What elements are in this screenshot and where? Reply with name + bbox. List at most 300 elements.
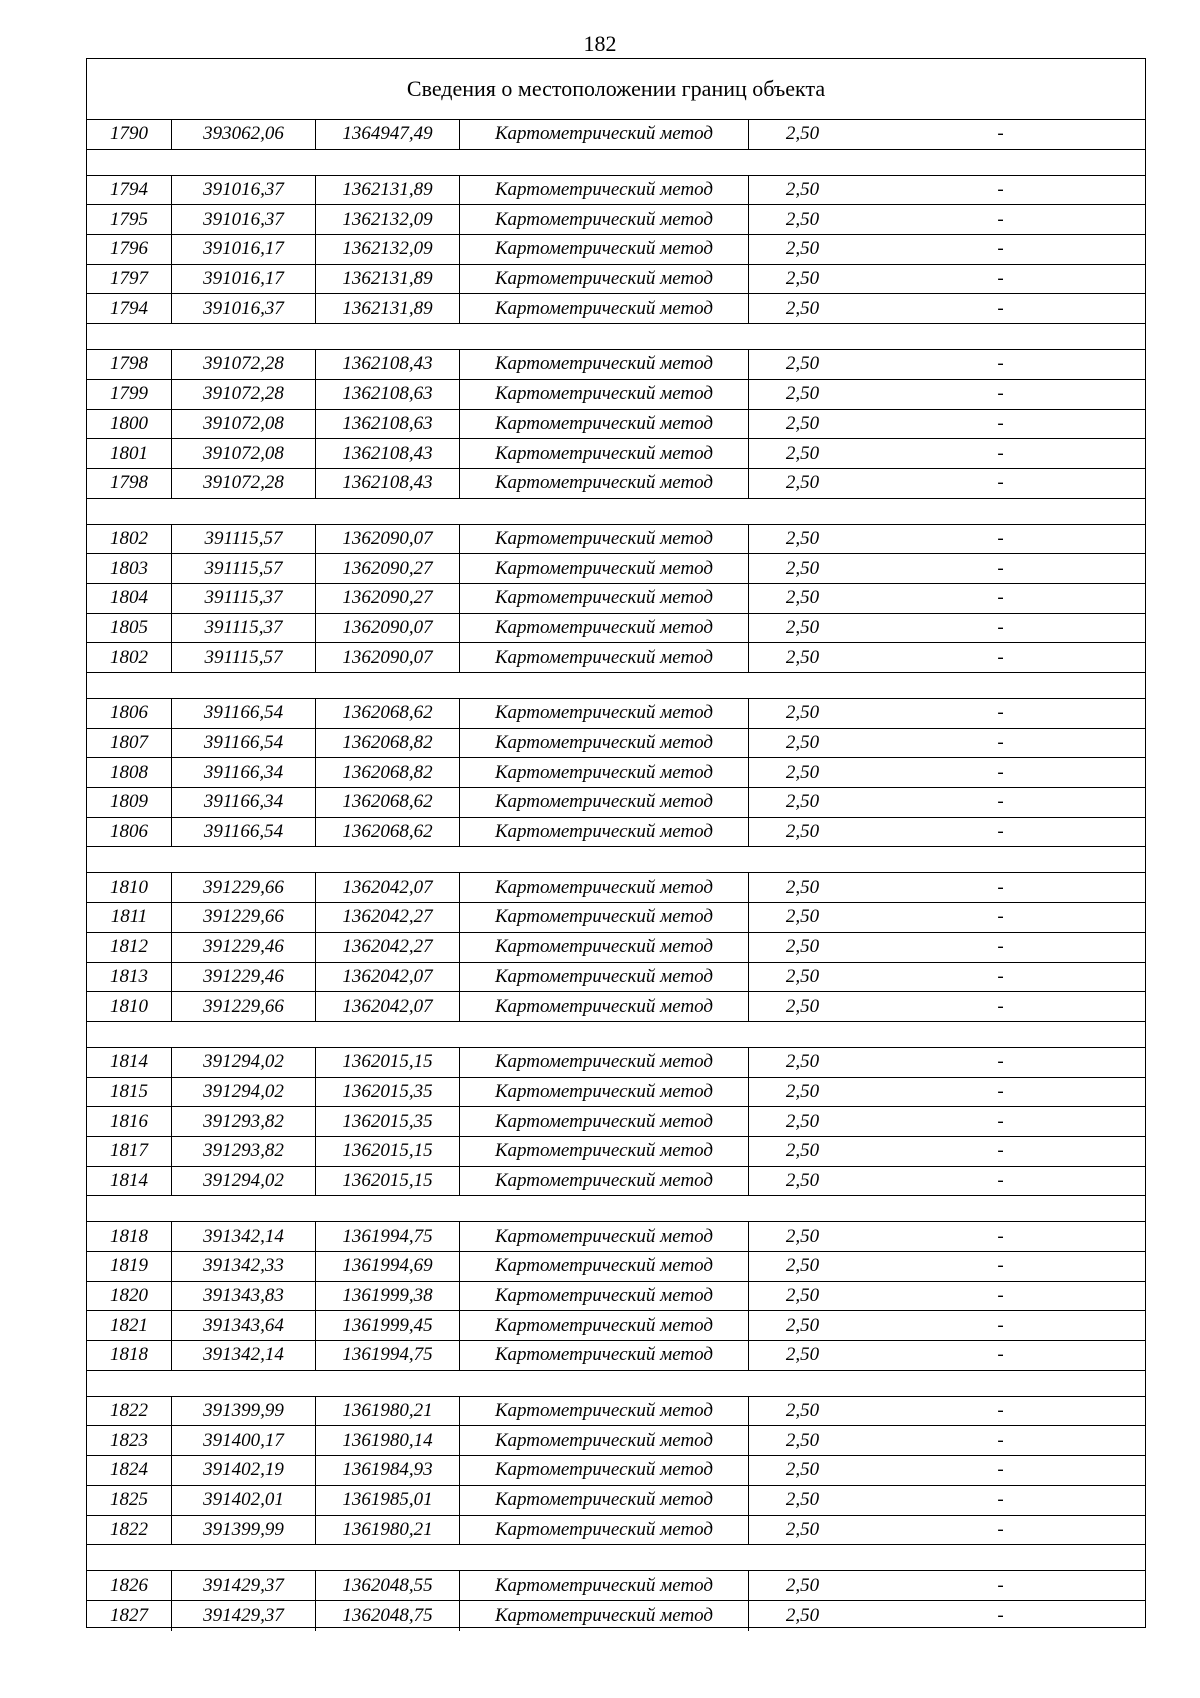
point-number-cell: 1807 [87, 729, 172, 758]
x-coordinate-cell: 391399,99 [172, 1516, 316, 1545]
precision-cell: 2,50 [785, 1400, 820, 1422]
method-cell: Картометрический метод [460, 265, 749, 294]
table-row [87, 350, 1145, 380]
y-coordinate-cell: 1362015,35 [316, 1078, 460, 1107]
method-cell: Картометрический метод [460, 120, 749, 149]
table-row [87, 120, 1145, 150]
note-cell: - [997, 1255, 1004, 1277]
precision-cell: 2,50 [785, 208, 820, 230]
y-coordinate-cell: 1362108,43 [316, 350, 460, 379]
precision-cell: 2,50 [785, 876, 820, 898]
table-row [87, 614, 1145, 644]
precision-cell: 2,50 [785, 123, 820, 145]
y-coordinate-cell: 1361985,01 [316, 1486, 460, 1515]
precision-cell: 2,50 [785, 906, 820, 928]
method-cell: Картометрический метод [460, 235, 749, 264]
note-cell: - [997, 208, 1004, 230]
point-number-cell: 1809 [87, 788, 172, 817]
table-row [87, 873, 1145, 903]
group-separator-row [87, 847, 1145, 873]
note-cell: - [997, 646, 1004, 668]
y-coordinate-cell: 1362131,89 [316, 176, 460, 205]
point-number-cell: 1818 [87, 1222, 172, 1251]
y-coordinate-cell: 1361999,45 [316, 1311, 460, 1340]
method-cell: Картометрический метод [460, 1078, 749, 1107]
group-separator-row [87, 1196, 1145, 1222]
x-coordinate-cell: 391343,64 [172, 1311, 316, 1340]
point-number-cell: 1812 [87, 933, 172, 962]
precision-cell: 2,50 [785, 1140, 820, 1162]
y-coordinate-cell: 1361980,21 [316, 1516, 460, 1545]
y-coordinate-cell: 1362042,27 [316, 903, 460, 932]
precision-cell: 2,50 [785, 1110, 820, 1132]
precision-cell: 2,50 [785, 791, 820, 813]
x-coordinate-cell: 391402,19 [172, 1456, 316, 1485]
y-coordinate-cell: 1362068,82 [316, 729, 460, 758]
point-number-cell: 1822 [87, 1397, 172, 1426]
note-cell: - [997, 965, 1004, 987]
table-row [87, 758, 1145, 788]
x-coordinate-cell: 391229,46 [172, 933, 316, 962]
y-coordinate-cell: 1362132,09 [316, 205, 460, 234]
point-number-cell: 1802 [87, 643, 172, 672]
method-cell: Картометрический метод [460, 1516, 749, 1545]
table-row [87, 1167, 1145, 1197]
precision-cell: 2,50 [785, 557, 820, 579]
point-number-cell: 1820 [87, 1282, 172, 1311]
note-cell: - [997, 1140, 1004, 1162]
table-row [87, 1048, 1145, 1078]
table-row [87, 992, 1145, 1022]
x-coordinate-cell: 391072,28 [172, 350, 316, 379]
table-row [87, 584, 1145, 614]
method-cell: Картометрический метод [460, 176, 749, 205]
point-number-cell: 1806 [87, 818, 172, 847]
precision-cell: 2,50 [785, 995, 820, 1017]
x-coordinate-cell: 391294,02 [172, 1048, 316, 1077]
x-coordinate-cell: 391072,28 [172, 469, 316, 498]
x-coordinate-cell: 391294,02 [172, 1167, 316, 1196]
y-coordinate-cell: 1362015,35 [316, 1107, 460, 1136]
y-coordinate-cell: 1362015,15 [316, 1048, 460, 1077]
x-coordinate-cell: 391342,14 [172, 1222, 316, 1251]
note-cell: - [997, 412, 1004, 434]
method-cell: Картометрический метод [460, 729, 749, 758]
method-cell: Картометрический метод [460, 992, 749, 1021]
group-separator-row [87, 1371, 1145, 1397]
precision-cell: 2,50 [785, 412, 820, 434]
table-row [87, 963, 1145, 993]
table-row [87, 903, 1145, 933]
note-cell: - [997, 1400, 1004, 1422]
y-coordinate-cell: 1362068,62 [316, 788, 460, 817]
point-number-cell: 1802 [87, 525, 172, 554]
y-coordinate-cell: 1362090,27 [316, 554, 460, 583]
method-cell: Картометрический метод [460, 1601, 749, 1631]
x-coordinate-cell: 391342,33 [172, 1252, 316, 1281]
x-coordinate-cell: 391115,57 [172, 554, 316, 583]
note-cell: - [997, 1574, 1004, 1596]
note-cell: - [997, 732, 1004, 754]
point-number-cell: 1797 [87, 265, 172, 294]
y-coordinate-cell: 1361994,75 [316, 1341, 460, 1370]
table-row [87, 643, 1145, 673]
point-number-cell: 1801 [87, 439, 172, 468]
table-row [87, 1341, 1145, 1371]
precision-cell: 2,50 [785, 268, 820, 290]
precision-cell: 2,50 [785, 587, 820, 609]
point-number-cell: 1798 [87, 469, 172, 498]
table-row [87, 294, 1145, 324]
note-cell: - [997, 616, 1004, 638]
table-row [87, 439, 1145, 469]
y-coordinate-cell: 1362042,27 [316, 933, 460, 962]
y-coordinate-cell: 1361980,21 [316, 1397, 460, 1426]
x-coordinate-cell: 391229,66 [172, 903, 316, 932]
table-row [87, 1601, 1145, 1631]
point-number-cell: 1803 [87, 554, 172, 583]
y-coordinate-cell: 1362108,63 [316, 380, 460, 409]
note-cell: - [997, 557, 1004, 579]
point-number-cell: 1811 [87, 903, 172, 932]
precision-cell: 2,50 [785, 646, 820, 668]
point-number-cell: 1822 [87, 1516, 172, 1545]
table-row [87, 1311, 1145, 1341]
x-coordinate-cell: 391166,54 [172, 818, 316, 847]
precision-cell: 2,50 [785, 238, 820, 260]
y-coordinate-cell: 1362068,62 [316, 699, 460, 728]
x-coordinate-cell: 391072,28 [172, 380, 316, 409]
note-cell: - [997, 1489, 1004, 1511]
precision-cell: 2,50 [785, 1169, 820, 1191]
y-coordinate-cell: 1362042,07 [316, 963, 460, 992]
table-row [87, 525, 1145, 555]
note-cell: - [997, 876, 1004, 898]
precision-cell: 2,50 [785, 702, 820, 724]
x-coordinate-cell: 391166,34 [172, 788, 316, 817]
table-row [87, 176, 1145, 206]
table-row [87, 554, 1145, 584]
x-coordinate-cell: 391429,37 [172, 1601, 316, 1631]
table-row [87, 933, 1145, 963]
point-number-cell: 1798 [87, 350, 172, 379]
note-cell: - [997, 268, 1004, 290]
method-cell: Картометрический метод [460, 873, 749, 902]
precision-cell: 2,50 [785, 442, 820, 464]
x-coordinate-cell: 391400,17 [172, 1426, 316, 1455]
method-cell: Картометрический метод [460, 1397, 749, 1426]
precision-cell: 2,50 [785, 1489, 820, 1511]
y-coordinate-cell: 1362108,43 [316, 439, 460, 468]
group-separator-row [87, 499, 1145, 525]
note-cell: - [997, 1314, 1004, 1336]
note-cell: - [997, 791, 1004, 813]
point-number-cell: 1800 [87, 410, 172, 439]
method-cell: Картометрический метод [460, 1252, 749, 1281]
method-cell: Картометрический метод [460, 933, 749, 962]
y-coordinate-cell: 1362090,07 [316, 525, 460, 554]
note-cell: - [997, 1429, 1004, 1451]
table-row [87, 1456, 1145, 1486]
table-row [87, 1137, 1145, 1167]
table-row [87, 1571, 1145, 1601]
note-cell: - [997, 472, 1004, 494]
table-row [87, 265, 1145, 295]
point-number-cell: 1816 [87, 1107, 172, 1136]
note-cell: - [997, 527, 1004, 549]
x-coordinate-cell: 391294,02 [172, 1078, 316, 1107]
note-cell: - [997, 383, 1004, 405]
table-row [87, 699, 1145, 729]
x-coordinate-cell: 391293,82 [172, 1137, 316, 1166]
point-number-cell: 1814 [87, 1167, 172, 1196]
x-coordinate-cell: 391229,66 [172, 873, 316, 902]
note-cell: - [997, 1604, 1004, 1626]
method-cell: Картометрический метод [460, 1456, 749, 1485]
x-coordinate-cell: 391166,34 [172, 758, 316, 787]
x-coordinate-cell: 391166,54 [172, 699, 316, 728]
table-row [87, 235, 1145, 265]
method-cell: Картометрический метод [460, 903, 749, 932]
y-coordinate-cell: 1361984,93 [316, 1456, 460, 1485]
note-cell: - [997, 442, 1004, 464]
y-coordinate-cell: 1362090,27 [316, 584, 460, 613]
note-cell: - [997, 1169, 1004, 1191]
point-number-cell: 1813 [87, 963, 172, 992]
method-cell: Картометрический метод [460, 758, 749, 787]
table-row [87, 1222, 1145, 1252]
note-cell: - [997, 761, 1004, 783]
precision-cell: 2,50 [785, 472, 820, 494]
table-row [87, 1486, 1145, 1516]
point-number-cell: 1804 [87, 584, 172, 613]
method-cell: Картометрический метод [460, 1222, 749, 1251]
y-coordinate-cell: 1362108,43 [316, 469, 460, 498]
precision-cell: 2,50 [785, 1604, 820, 1626]
note-cell: - [997, 353, 1004, 375]
page-number: 182 [583, 31, 617, 56]
method-cell: Картометрический метод [460, 614, 749, 643]
method-cell: Картометрический метод [460, 818, 749, 847]
table-row [87, 729, 1145, 759]
x-coordinate-cell: 391072,08 [172, 410, 316, 439]
point-number-cell: 1808 [87, 758, 172, 787]
point-number-cell: 1794 [87, 294, 172, 323]
table-row [87, 1078, 1145, 1108]
x-coordinate-cell: 393062,06 [172, 120, 316, 149]
point-number-cell: 1795 [87, 205, 172, 234]
note-cell: - [997, 702, 1004, 724]
y-coordinate-cell: 1361994,75 [316, 1222, 460, 1251]
point-number-cell: 1814 [87, 1048, 172, 1077]
y-coordinate-cell: 1364947,49 [316, 120, 460, 149]
point-number-cell: 1805 [87, 614, 172, 643]
x-coordinate-cell: 391166,54 [172, 729, 316, 758]
note-cell: - [997, 906, 1004, 928]
y-coordinate-cell: 1362068,62 [316, 818, 460, 847]
method-cell: Картометрический метод [460, 469, 749, 498]
point-number-cell: 1796 [87, 235, 172, 264]
point-number-cell: 1810 [87, 873, 172, 902]
precision-cell: 2,50 [785, 179, 820, 201]
point-number-cell: 1823 [87, 1426, 172, 1455]
note-cell: - [997, 179, 1004, 201]
y-coordinate-cell: 1362090,07 [316, 614, 460, 643]
point-number-cell: 1825 [87, 1486, 172, 1515]
x-coordinate-cell: 391343,83 [172, 1282, 316, 1311]
precision-cell: 2,50 [785, 1518, 820, 1540]
method-cell: Картометрический метод [460, 439, 749, 468]
precision-cell: 2,50 [785, 965, 820, 987]
note-cell: - [997, 936, 1004, 958]
method-cell: Картометрический метод [460, 1571, 749, 1600]
table-row [87, 1107, 1145, 1137]
method-cell: Картометрический метод [460, 294, 749, 323]
point-number-cell: 1818 [87, 1341, 172, 1370]
precision-cell: 2,50 [785, 1080, 820, 1102]
boundary-table [86, 58, 1146, 1628]
x-coordinate-cell: 391115,57 [172, 643, 316, 672]
point-number-cell: 1827 [87, 1601, 172, 1631]
precision-cell: 2,50 [785, 616, 820, 638]
y-coordinate-cell: 1362048,55 [316, 1571, 460, 1600]
method-cell: Картометрический метод [460, 350, 749, 379]
precision-cell: 2,50 [785, 1574, 820, 1596]
precision-cell: 2,50 [785, 1285, 820, 1307]
point-number-cell: 1815 [87, 1078, 172, 1107]
y-coordinate-cell: 1362068,82 [316, 758, 460, 787]
precision-cell: 2,50 [785, 761, 820, 783]
x-coordinate-cell: 391016,17 [172, 235, 316, 264]
x-coordinate-cell: 391399,99 [172, 1397, 316, 1426]
precision-cell: 2,50 [785, 383, 820, 405]
precision-cell: 2,50 [785, 353, 820, 375]
point-number-cell: 1794 [87, 176, 172, 205]
note-cell: - [997, 1459, 1004, 1481]
table-row [87, 788, 1145, 818]
y-coordinate-cell: 1361980,14 [316, 1426, 460, 1455]
point-number-cell: 1806 [87, 699, 172, 728]
table-row [87, 1426, 1145, 1456]
y-coordinate-cell: 1362015,15 [316, 1167, 460, 1196]
point-number-cell: 1799 [87, 380, 172, 409]
x-coordinate-cell: 391115,37 [172, 584, 316, 613]
group-separator-row [87, 324, 1145, 350]
table-row [87, 1252, 1145, 1282]
note-cell: - [997, 995, 1004, 1017]
table-row [87, 818, 1145, 848]
x-coordinate-cell: 391115,37 [172, 614, 316, 643]
y-coordinate-cell: 1362042,07 [316, 992, 460, 1021]
precision-cell: 2,50 [785, 1344, 820, 1366]
method-cell: Картометрический метод [460, 584, 749, 613]
x-coordinate-cell: 391115,57 [172, 525, 316, 554]
method-cell: Картометрический метод [460, 643, 749, 672]
precision-cell: 2,50 [785, 821, 820, 843]
point-number-cell: 1819 [87, 1252, 172, 1281]
y-coordinate-cell: 1361999,38 [316, 1282, 460, 1311]
precision-cell: 2,50 [785, 1459, 820, 1481]
method-cell: Картометрический метод [460, 410, 749, 439]
point-number-cell: 1824 [87, 1456, 172, 1485]
table-row [87, 469, 1145, 499]
table-body [87, 120, 1145, 1631]
point-number-cell: 1790 [87, 120, 172, 149]
precision-cell: 2,50 [785, 1429, 820, 1451]
method-cell: Картометрический метод [460, 1341, 749, 1370]
precision-cell: 2,50 [785, 1255, 820, 1277]
method-cell: Картометрический метод [460, 788, 749, 817]
note-cell: - [997, 1225, 1004, 1247]
precision-cell: 2,50 [785, 1225, 820, 1247]
precision-cell: 2,50 [785, 297, 820, 319]
group-separator-row [87, 1545, 1145, 1571]
table-title: Сведения о местоположении границ объекта [87, 59, 1145, 120]
x-coordinate-cell: 391016,37 [172, 294, 316, 323]
method-cell: Картометрический метод [460, 963, 749, 992]
note-cell: - [997, 1285, 1004, 1307]
method-cell: Картометрический метод [460, 1137, 749, 1166]
method-cell: Картометрический метод [460, 1486, 749, 1515]
x-coordinate-cell: 391229,46 [172, 963, 316, 992]
x-coordinate-cell: 391429,37 [172, 1571, 316, 1600]
note-cell: - [997, 1051, 1004, 1073]
table-row [87, 1282, 1145, 1312]
table-row [87, 205, 1145, 235]
group-separator-row [87, 1022, 1145, 1048]
method-cell: Картометрический метод [460, 1311, 749, 1340]
y-coordinate-cell: 1362042,07 [316, 873, 460, 902]
note-cell: - [997, 297, 1004, 319]
y-coordinate-cell: 1362108,63 [316, 410, 460, 439]
method-cell: Картометрический метод [460, 205, 749, 234]
method-cell: Картометрический метод [460, 1282, 749, 1311]
method-cell: Картометрический метод [460, 699, 749, 728]
note-cell: - [997, 1080, 1004, 1102]
note-cell: - [997, 1110, 1004, 1132]
method-cell: Картометрический метод [460, 525, 749, 554]
table-row [87, 1516, 1145, 1546]
method-cell: Картометрический метод [460, 1107, 749, 1136]
method-cell: Картометрический метод [460, 1426, 749, 1455]
y-coordinate-cell: 1362048,75 [316, 1601, 460, 1631]
table-row [87, 380, 1145, 410]
point-number-cell: 1817 [87, 1137, 172, 1166]
precision-cell: 2,50 [785, 1314, 820, 1336]
x-coordinate-cell: 391016,17 [172, 265, 316, 294]
x-coordinate-cell: 391072,08 [172, 439, 316, 468]
point-number-cell: 1821 [87, 1311, 172, 1340]
note-cell: - [997, 123, 1004, 145]
x-coordinate-cell: 391229,66 [172, 992, 316, 1021]
point-number-cell: 1826 [87, 1571, 172, 1600]
method-cell: Картометрический метод [460, 554, 749, 583]
y-coordinate-cell: 1362090,07 [316, 643, 460, 672]
table-row [87, 410, 1145, 440]
precision-cell: 2,50 [785, 732, 820, 754]
y-coordinate-cell: 1362132,09 [316, 235, 460, 264]
precision-cell: 2,50 [785, 527, 820, 549]
note-cell: - [997, 1518, 1004, 1540]
x-coordinate-cell: 391402,01 [172, 1486, 316, 1515]
note-cell: - [997, 238, 1004, 260]
y-coordinate-cell: 1362131,89 [316, 265, 460, 294]
method-cell: Картометрический метод [460, 1167, 749, 1196]
table-row [87, 1397, 1145, 1427]
note-cell: - [997, 821, 1004, 843]
note-cell: - [997, 587, 1004, 609]
y-coordinate-cell: 1362015,15 [316, 1137, 460, 1166]
